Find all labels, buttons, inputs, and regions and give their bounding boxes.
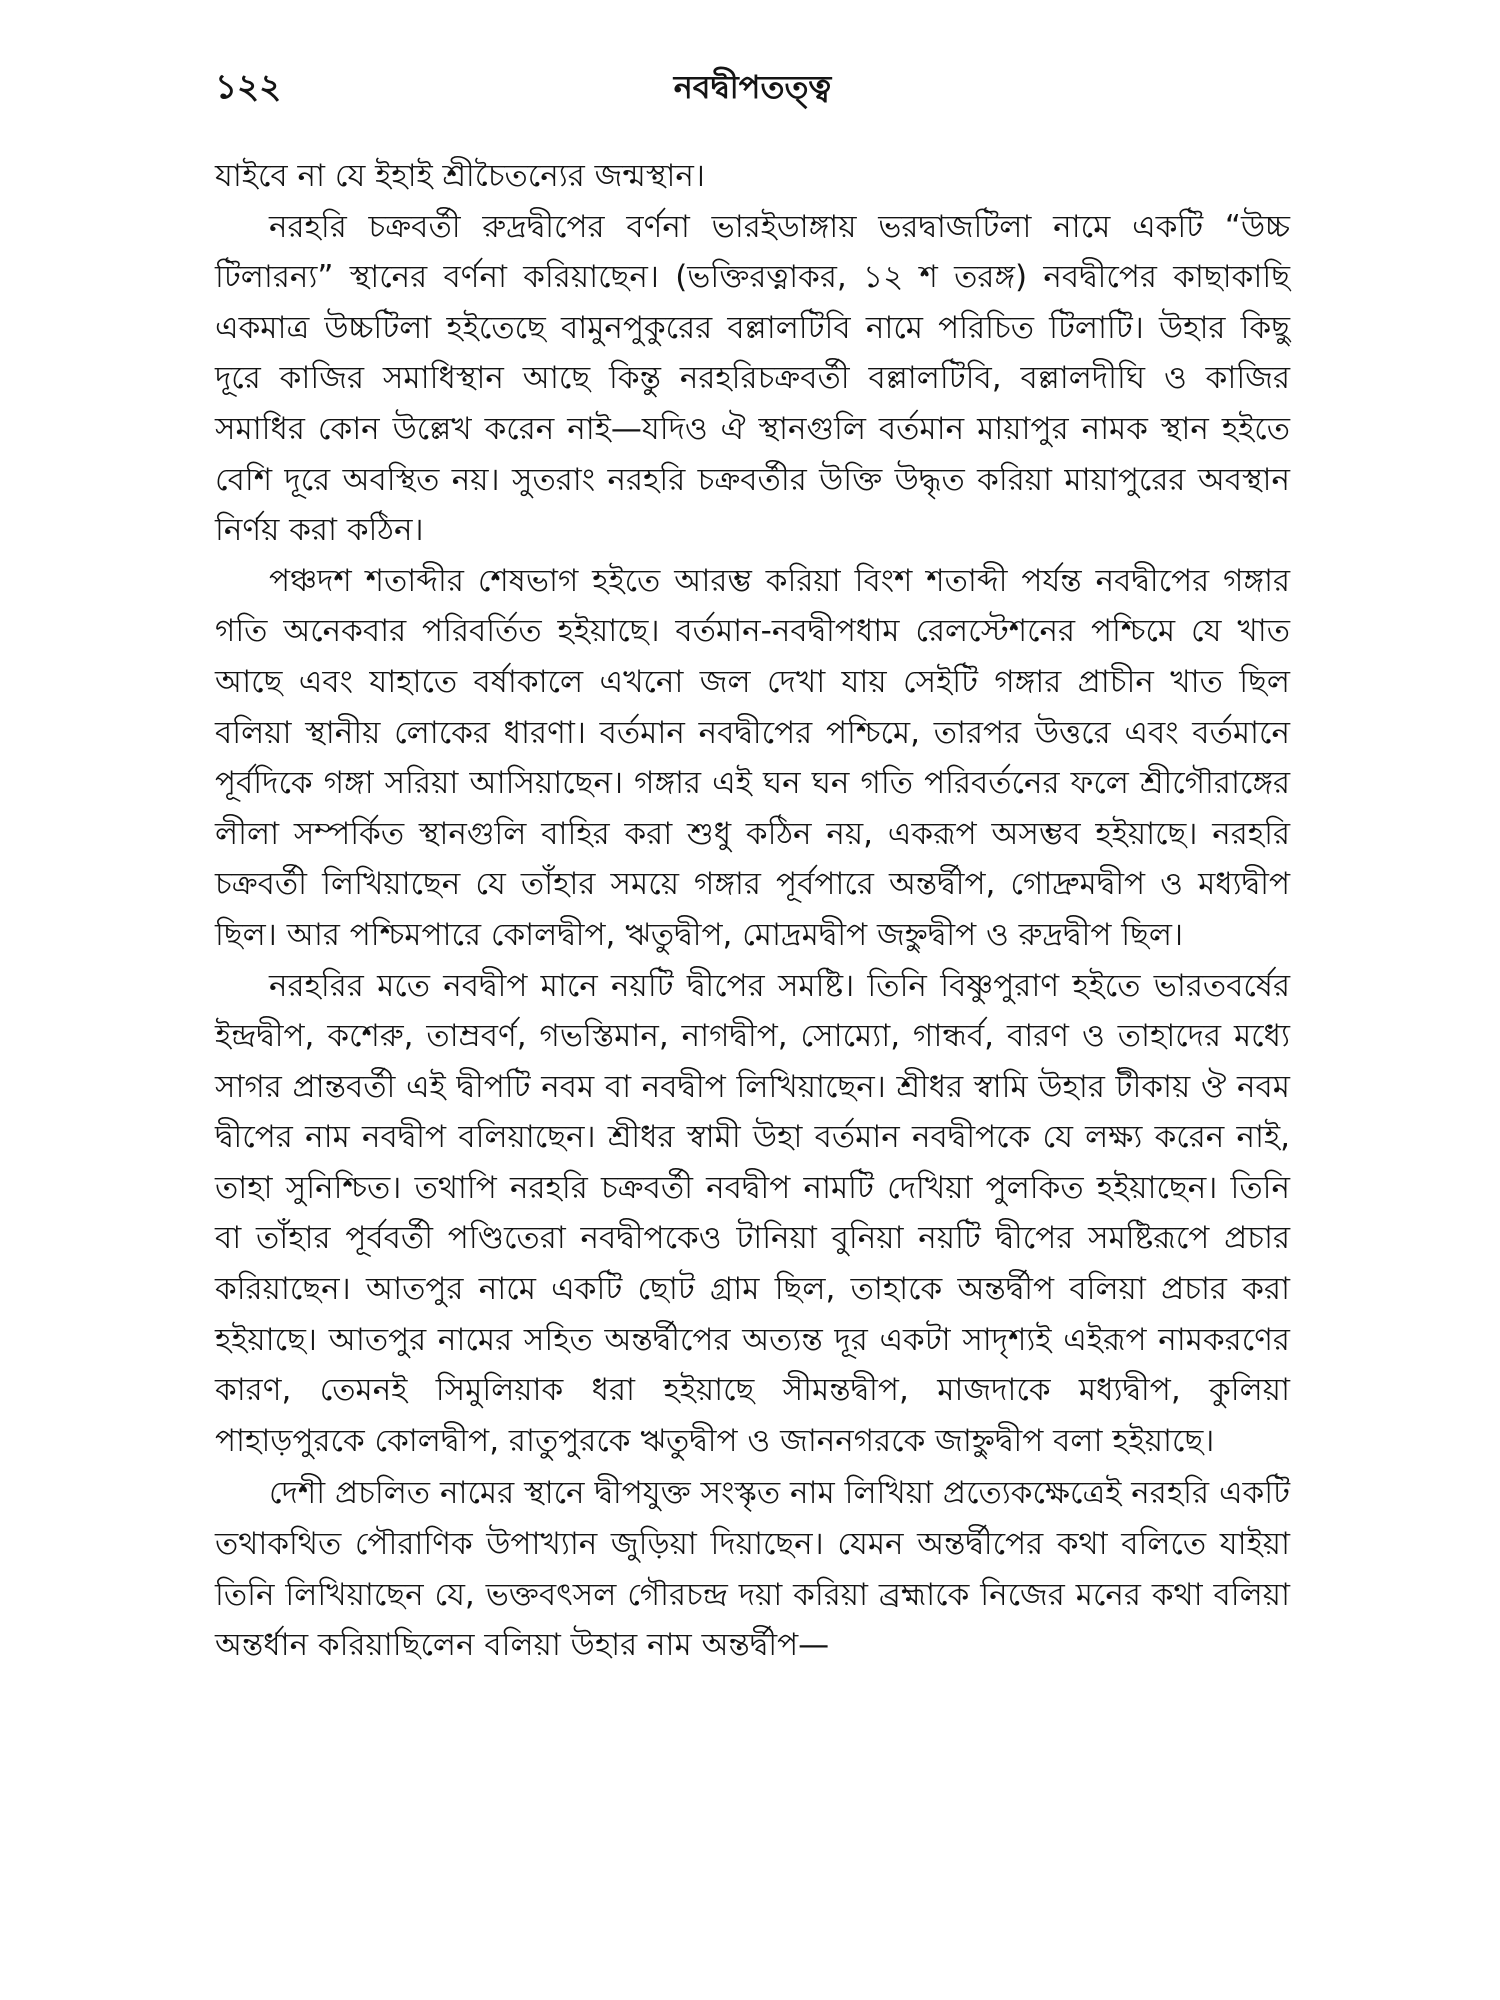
paragraph: দেশী প্রচলিত নামের স্থানে দ্বীপযুক্ত সংস্কৃত নাম লিখিয়া প্রত্যেকক্ষেত্রেই নরহরি একটি তথাকথিত পৌরাণিক উপাখ্যান জুড়িয়া দিয়াছেন। যেমন অন্তর্দ্বীপের কথা বলিতে যাইয়া তিনি লিখিয়াছেন যে, ভক্তবৎসল গৌরচন্দ্র দয়া করিয়া ব্রহ্মাকে নিজের মনের কথা বলিয়া অন্তর্ধান করিয়াছিলেন বলিয়া উহার নাম অন্তর্দ্বীপ— (215, 1475, 1290, 1664)
page-header (215, 55, 1290, 115)
body-text (215, 151, 1290, 1671)
book-page (215, 55, 1290, 1955)
paragraph: পঞ্চদশ শতাব্দীর শেষভাগ হইতে আরম্ভ করিয়া বিংশ শতাব্দী পর্যন্ত নবদ্বীপের গঙ্গার গতি অনেকবার পরিবর্তিত হইয়াছে। বর্তমান-নবদ্বীপধাম রেলস্টেশনের পশ্চিমে যে খাত আছে এবং যাহাতে বর্ষাকালে এখনো জল দেখা যায় সেইটি গঙ্গার প্রাচীন খাত ছিল বলিয়া স্থানীয় লোকের ধারণা। বর্তমান নবদ্বীপের পশ্চিমে, তারপর উত্তরে এবং বর্তমানে পূর্বদিকে গঙ্গা সরিয়া আসিয়াছেন। গঙ্গার এই ঘন ঘন গতি পরিবর্তনের ফলে শ্রীগৌরাঙ্গের লীলা সম্পর্কিত স্থানগুলি বাহির করা শুধু কঠিন নয়, একরূপ অসম্ভব হইয়াছে। নরহরি চক্রবর্তী লিখিয়াছেন যে তাঁহার সময়ে গঙ্গার পূর্বপারে অন্তর্দ্বীপ, গোদ্রুমদ্বীপ ও মধ্যদ্বীপ ছিল। আর পশ্চিমপারে কোলদ্বীপ, ঋতুদ্বীপ, মোদ্রমদ্বীপ জহ্নুদ্বীপ ও রুদ্রদ্বীপ ছিল। (215, 562, 1290, 953)
running-title: নবদ্বীপতত্ত্ব (673, 68, 832, 106)
paragraph: নরহরি চক্রবর্তী রুদ্রদ্বীপের বর্ণনা ভারইডাঙ্গায় ভরদ্বাজটিলা নামে একটি “উচ্চ টিলারন্য” স্থানের বর্ণনা করিয়াছেন। (ভক্তিরত্নাকর, ১২ শ তরঙ্গ) নবদ্বীপের কাছাকাছি একমাত্র উচ্চটিলা হইতেছে বামুনপুকুরের বল্লালটিবি নামে পরিচিত টিলাটি। উহার কিছু দূরে কাজির সমাধিস্থান আছে কিন্তু নরহরিচক্রবর্তী বল্লালটিবি, বল্লালদীঘি ও কাজির সমাধির কোন উল্লেখ করেন নাই—যদিও ঐ স্থানগুলি বর্তমান মায়াপুর নামক স্থান হইতে বেশি দূরে অবস্থিত নয়। সুতরাং নরহরি চক্রবর্তীর উক্তি উদ্ধৃত করিয়া মায়াপুরের অবস্থান নির্ণয় করা কঠিন। (215, 208, 1290, 549)
page-number: ১২২ (215, 67, 282, 107)
paragraph-continuation: যাইবে না যে ইহাই শ্রীচৈতন্যের জন্মস্থান। (215, 158, 705, 194)
paragraph: নরহরির মতে নবদ্বীপ মানে নয়টি দ্বীপের সমষ্টি। তিনি বিষ্ণুপুরাণ হইতে ভারতবর্ষের ইন্দ্রদ্বীপ, কশেরু, তাম্রবর্ণ, গভস্তিমান, নাগদ্বীপ, সোম্যো, গান্ধর্ব, বারণ ও তাহাদের মধ্যে সাগর প্রান্তবর্তী এই দ্বীপটি নবম বা নবদ্বীপ লিখিয়াছেন। শ্রীধর স্বামি উহার টীকায় ঔ নবম দ্বীপের নাম নবদ্বীপ বলিয়াছেন। শ্রীধর স্বামী উহা বর্তমান নবদ্বীপকে যে লক্ষ্য করেন নাই, তাহা সুনিশ্চিত। তথাপি নরহরি চক্রবর্তী নবদ্বীপ নামটি দেখিয়া পুলকিত হইয়াছেন। তিনি বা তাঁহার পূর্ববর্তী পণ্ডিতেরা নবদ্বীপকেও টানিয়া বুনিয়া নয়টি দ্বীপের সমষ্টিরূপে প্রচার করিয়াছেন। আতপুর নামে একটি ছোট গ্রাম ছিল, তাহাকে অন্তর্দ্বীপ বলিয়া প্রচার করা হইয়াছে। আতপুর নামের সহিত অন্তর্দ্বীপের অত্যন্ত দূর একটা সাদৃশ্যই এইরূপ নামকরণের কারণ, তেমনই সিমুলিয়াক ধরা হইয়াছে সীমন্তদ্বীপ, মাজদাকে মধ্যদ্বীপ, কুলিয়া পাহাড়পুরকে কোলদ্বীপ, রাতুপুরকে ঋতুদ্বীপ ও জাননগরকে জাহ্নুদ্বীপ বলা হইয়াছে। (215, 967, 1290, 1459)
